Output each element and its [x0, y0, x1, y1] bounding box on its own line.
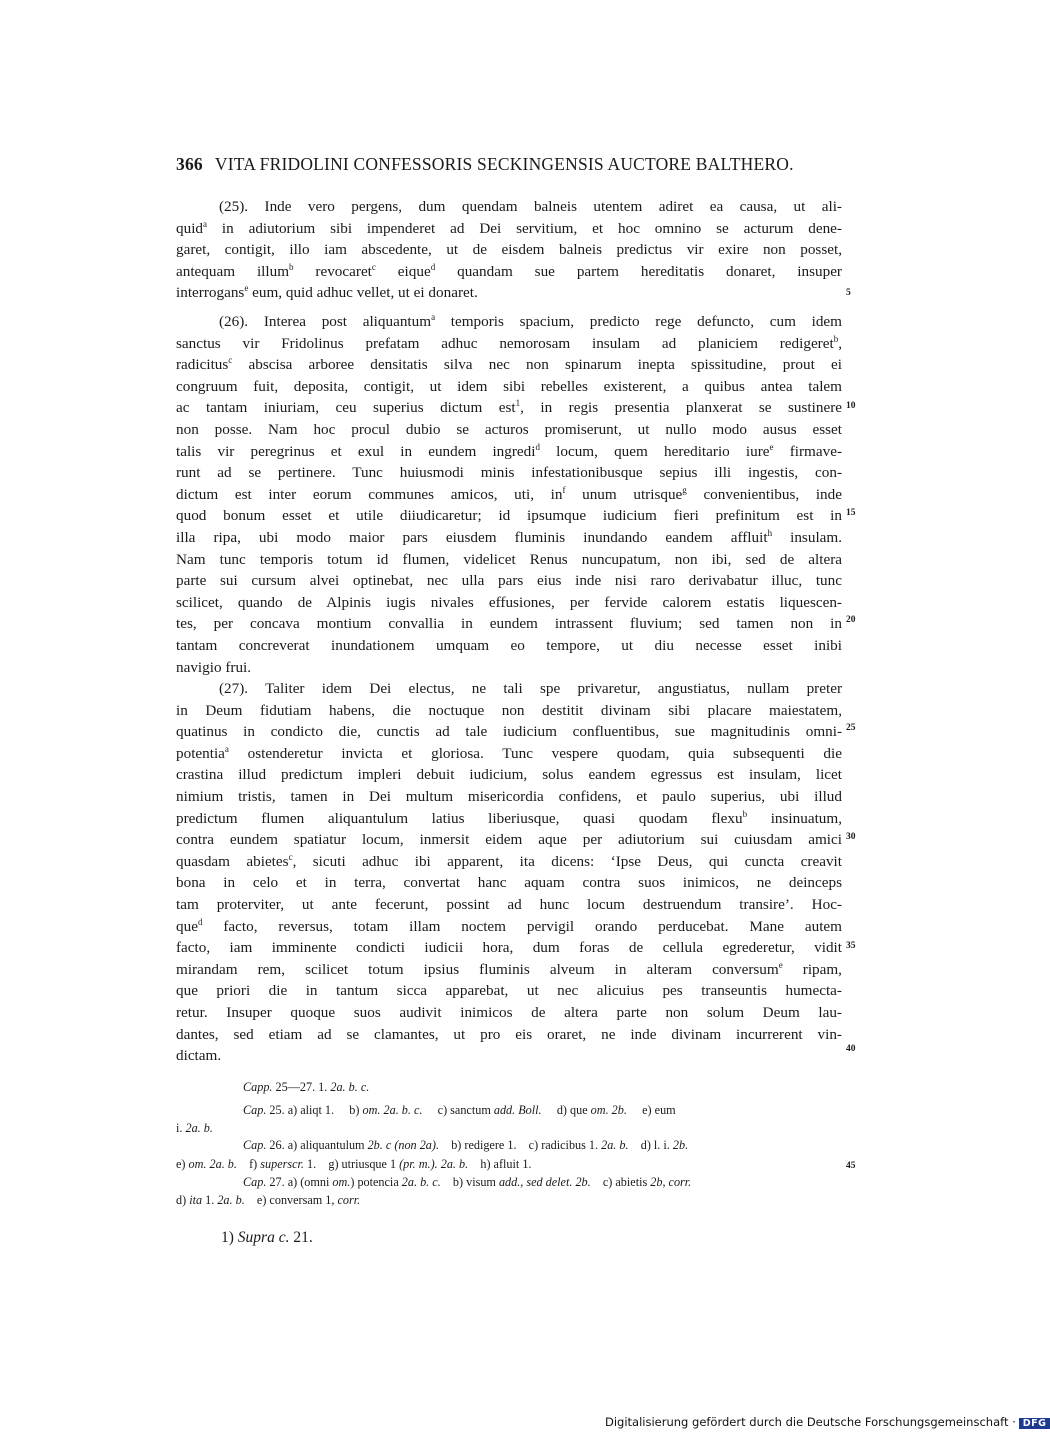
apparatus-line: e) om. 2a. b. f) superscr. 1. g) utriusque 1 (pr. m.). 2a. b. h) afluit 1.	[176, 1157, 532, 1171]
apparatus-line: Cap. 25. a) aliqt 1. b) om. 2a. b. c. c) sanctum add. Boll. d) que om. 2b. e) eum	[243, 1103, 676, 1117]
margin-line-number: 35	[846, 941, 856, 951]
text-line: facto, iam imminente condicti iudicii hora, dum foras de cellula egrederetur, vidit	[176, 939, 842, 957]
margin-line-number: 15	[846, 508, 856, 518]
dfg-logo: DFG	[1019, 1418, 1050, 1429]
text-line: dictum est inter eorum communes amicos, uti, $in^f$ unum utrisque$^g$ convenientibus, inde	[176, 484, 842, 503]
text-line: Nam tunc temporis totum id flumen, videlicet Renus nuncupatum, non ibi, sed de altera	[176, 550, 842, 568]
margin-line-number: 20	[846, 615, 856, 625]
text-line: dictam.	[176, 1047, 222, 1065]
text-line: quid$^a$ in adiutorium sibi impenderet ad Dei servitium, et hoc omnino se acturum dene-	[176, 218, 842, 237]
margin-line-number: 25	[846, 723, 856, 733]
apparatus-line: d) ita 1. 2a. b. e) conversam 1, corr.	[176, 1193, 361, 1207]
apparatus-line: Cap. 26. a) aliquantulum 2b. c (non 2a). b) redigere 1. c) radicibus 1. 2a. b. d) l. i. 2b.	[243, 1138, 689, 1152]
text-line: runt ad se pertinere. Tunc huiusmodi minis infestationibusque sepius illi ingestis, con-	[176, 464, 842, 482]
text-line: que priori die in tantum sicca apparebat, ut nec alicuius pes transeuntis humecta-	[176, 982, 842, 1000]
text-line: garet, contigit, illo iam abscedente, ut de eisdem balneis predictus vir exire non posset,	[176, 241, 842, 259]
text-line: (26). Interea post aliquantum$^a$ temporis spacium, predicto rege defuncto, cum idem	[219, 312, 842, 330]
text-line: nimium tristis, tamen in Dei multum misericordia confidens, et paulo superius, ubi illud	[176, 788, 842, 805]
text-line: scilicet, quando de Alpinis iugis nivales effusiones, per fervide calorem estatis liquescen-	[176, 593, 842, 611]
running-header	[176, 154, 846, 175]
text-line: illa ripa, ubi modo maior pars eiusdem fluminis inundando eandem affluit$^h$ insulam.	[176, 528, 843, 546]
text-line: dantes, sed etiam ad se clamantes, ut pro eis oraret, ne inde divinam incurrerent vin-	[176, 1025, 842, 1043]
apparatus-line: Cap. 27. a) (omni om.) potencia 2a. b. c. b) visum add., sed delet. 2b. c) abietis 2b, corr.	[243, 1175, 692, 1189]
running-title: VITA FRIDOLINI CONFESSORIS SECKINGENSIS AUCTORE BALTHERO.	[214, 154, 794, 174]
text-line: quasdam abietes$^c$, sicuti adhuc ibi apparent, ita dicens: ‘Ipse Deus, qui cuncta creavit	[176, 851, 842, 870]
margin-line-number: 30	[846, 832, 856, 842]
text-line: congruum fuit, deposita, contigit, ut idem sibi rebelles existerent, a quibus antea talem	[176, 377, 842, 395]
text-line: interrogans$^e$ eum, quid adhuc vellet, ut ei donaret.	[176, 283, 478, 302]
text-line: contra eundem spatiatur locum, inmersit eidem aque per adiutorium sui cuiusdam amici	[176, 831, 842, 849]
text-line: talis vir peregrinus et exul in eundem ingredi$^d$ locum, quem hereditario iure$^e$ firmave-	[176, 441, 842, 460]
apparatus-line: Capp. 25—27. 1. 2a. b. c.	[243, 1080, 370, 1094]
text-line: quod bonum esset et utile diiudicaretur; id ipsumque iudicium fieri prefinitum est in	[176, 507, 842, 525]
text-line: tam proterviter, ut ante fecerunt, possint ad hunc locum destruendum transire’. Hoc-	[176, 896, 842, 913]
margin-line-number: 45	[846, 1161, 856, 1171]
footnote: 1) Supra c. 21.	[221, 1229, 313, 1246]
text-line: predictum flumen aliquantulum latius liberiusque, quasi quodam flexu$^b$ insinuatum,	[176, 808, 842, 827]
margin-line-number: 10	[846, 401, 856, 411]
digitization-text: Digitalisierung gefördert durch die Deutsche Forschungsgemeinschaft ·	[605, 1415, 1016, 1429]
text-line: mirandam rem, scilicet totum ipsius fluminis alveum in alteram conversum$^e$ ripam,	[176, 959, 842, 978]
apparatus-line: i. 2a. b.	[176, 1121, 213, 1135]
digitization-credit	[605, 1415, 1050, 1429]
text-line: parte sui cursum alvei optinebat, nec ulla pars eius inde nisi raro derivabatur illuc, tunc	[176, 572, 842, 590]
text-line: (25). Inde vero pergens, dum quendam balneis utentem adiret ea causa, ut ali-	[219, 198, 842, 215]
text-line: non posse. Nam hoc procul dubio se acturos promiserunt, ut nullo modo ausus esset	[176, 421, 842, 438]
text-line: que$^d$ facto, reversus, totam illam noctem pervigil orando perducebat. Mane autem	[176, 916, 842, 935]
text-line: retur. Insuper quoque suos audivit inimicos de altera parte non solum Deum lau-	[176, 1004, 842, 1021]
text-line: in Deum fidutiam habens, die noctuque non destitit divinam sibi placare maiestatem,	[176, 701, 842, 719]
margin-line-number: 40	[846, 1044, 856, 1054]
text-line: navigio frui.	[176, 658, 252, 676]
margin-line-number: 5	[846, 288, 851, 298]
text-line: crastina illud predictum impleri debuit iudicium, solus eandem egressus est insulam, licet	[176, 766, 842, 784]
text-line: quatinus in condicto die, cunctis ad tale iudicium confluentibus, sue magnitudinis omni-	[176, 723, 842, 741]
text-line: bona in celo et in terra, convertat hanc aquam contra suos inimicos, ne deinceps	[176, 874, 842, 892]
text-line: potentia$^a$ ostenderetur invicta et gloriosa. Tunc vespere quodam, quia subsequenti die	[176, 743, 842, 762]
text-line: tantam concreverat inundationem umquam eo tempore, ut diu necesse esset inibi	[176, 637, 842, 654]
text-line: radicitus$^c$ abscisa arboree densitatis silva nec non spinarum inepta spissitudine, prout ei	[176, 355, 842, 374]
page-number: 366	[176, 154, 203, 174]
text-line: sanctus vir Fridolinus prefatam adhuc nemorosam insulam ad planiciem redigeret$^b$,	[176, 333, 842, 352]
text-line: tes, per concava montium convallia in eundem intrassent fluvium; sed tamen non in	[176, 615, 842, 633]
text-line: (27). Taliter idem Dei electus, ne tali spe privaretur, angustiatus, nullam preter	[219, 680, 842, 697]
text-line: antequam illum$^b$ revocaret$^c$ eique$^d$ quandam sue partem hereditatis donaret, insuper	[176, 261, 842, 280]
text-line: ac tantam iniuriam, ceu superius dictum est$^1$, in regis presentia planxerat se sustinere	[176, 398, 842, 417]
